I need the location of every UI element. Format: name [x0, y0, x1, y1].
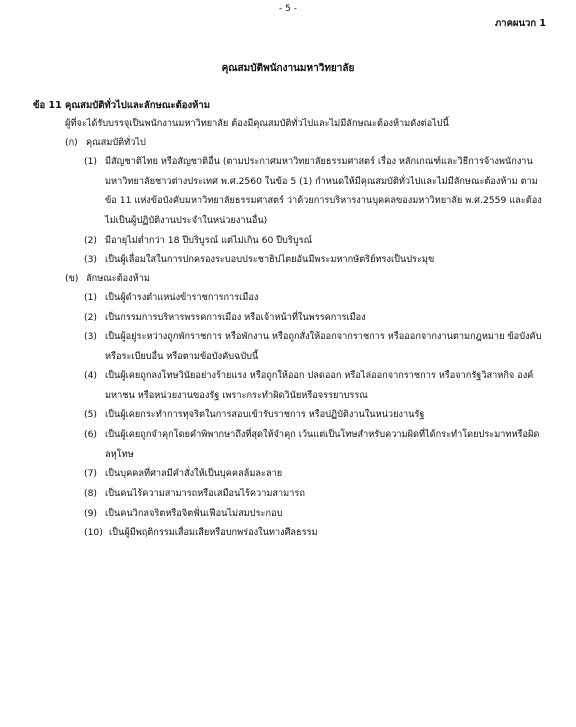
item-text: มีสัญชาติไทย หรือสัญชาติอื่น (ตามประกาศมหาวิทยาลัยธรรมศาสตร์ เรื่อง หลักเกณฑ์และวิธีการจ้างพนักงานมหาวิทยาลัยชาวต่างประเทศ พ.ศ.2560 ในข้อ 5 (1) กำหนดให้มีคุณสมบัติทั่วไปและไม่มีลักษณะต้องห้าม ตามข้อ 11 แห่งข้อบังคับมหาวิทยาลัยธรรมศาสตร์ ว่าด้วยการบริหารงานบุคคลของมหาวิทยาลัย พ.ศ.2559 และต้องไม่เป็นผู้ปฏิบัติงานประจำในหน่วยงานอื่น): [105, 156, 542, 226]
item-number: (8): [84, 488, 98, 499]
section-intro: ผู้ที่จะได้รับบรรจุเป็นพนักงานมหาวิทยาลัย ต้องมีคุณสมบัติทั่วไปและไม่มีลักษณะต้องห้ามดังต่อไปนี้: [65, 118, 449, 129]
group-heading-general: [65, 135, 146, 150]
appendix-label: ภาคผนวก 1: [494, 18, 546, 29]
item-text: มีอายุไม่ต่ำกว่า 18 ปีบริบูรณ์ แต่ไม่เกิน 60 ปีบริบูรณ์: [105, 235, 313, 246]
document-title: คุณสมบัติพนักงานมหาวิทยาลัย: [221, 63, 355, 74]
item-number: (2): [84, 312, 98, 323]
item-number: (4): [84, 370, 98, 381]
item-text: เป็นผู้มีพฤติกรรมเสื่อมเสียหรือบกพร่องในทางศีลธรรม: [109, 527, 318, 538]
item-number: (7): [84, 468, 98, 479]
group-heading-prohibited: [65, 271, 150, 286]
group-label: คุณสมบัติทั่วไป: [86, 137, 146, 148]
item-text: เป็นกรรมการบริหารพรรคการเมือง หรือเจ้าหน้าที่ในพรรคการเมือง: [105, 312, 366, 323]
item-number: (3): [84, 254, 98, 265]
item-number: (2): [84, 235, 98, 246]
item-number: (6): [84, 429, 98, 440]
item-text: เป็นผู้เลื่อมใสในการปกครองระบอบประชาธิปไตยอันมีพระมหากษัตริย์ทรงเป็นประมุข: [105, 254, 435, 265]
item-number: (1): [84, 156, 98, 167]
item-number: (1): [84, 292, 98, 303]
item-number: (5): [84, 409, 98, 420]
section-heading: คุณสมบัติทั่วไปและลักษณะต้องห้าม: [65, 100, 211, 111]
item-text: เป็นผู้เคยถูกจำคุกโดยคำพิพากษาถึงที่สุดให้จำคุก เว้นแต่เป็นโทษสำหรับความผิดที่ได้กระทำโดยประมาทหรือผิดลหุโทษ: [105, 429, 540, 460]
item-text: เป็นผู้เคยถูกลงโทษวินัยอย่างร้ายแรง หรือถูกให้ออก ปลดออก หรือไล่ออกจากราชการ หรือจากรัฐวิสาหกิจ องค์มหาชน หรือหน่วยงานของรัฐ เพราะกระทำผิดวินัยหรือจรรยาบรรณ: [105, 370, 534, 401]
group-marker: (ข): [65, 273, 79, 284]
group-marker: (ก): [65, 137, 78, 148]
group-label: ลักษณะต้องห้าม: [86, 273, 150, 284]
item-number: (10): [84, 527, 103, 538]
item-number: (3): [84, 331, 98, 342]
item-text: เป็นผู้อยู่ระหว่างถูกพักราชการ หรือพักงาน หรือถูกสั่งให้ออกจากราชการ หรือออกจากงานตามกฎหมาย ข้อบังคับ หรือระเบียบอื่น หรือตามข้อบังคับฉบับนี้: [105, 331, 542, 362]
item-text: เป็นผู้ดำรงตำแหน่งข้าราชการการเมือง: [105, 292, 259, 303]
item-text: เป็นผู้เคยกระทำการทุจริตในการสอบเข้ารับราชการ หรือปฏิบัติงานในหน่วยงานรัฐ: [105, 409, 425, 420]
item-text: เป็นคนวิกลจริตหรือจิตฟั่นเฟือนไม่สมประกอบ: [105, 508, 283, 519]
item-number: (9): [84, 508, 98, 519]
section-number: ข้อ 11: [33, 100, 62, 111]
page-number: - 5 -: [279, 4, 297, 14]
item-text: เป็นคนไร้ความสามารถหรือเสมือนไร้ความสามารถ: [105, 488, 305, 499]
item-text: เป็นบุคคลที่ศาลมีคำสั่งให้เป็นบุคคลล้มละลาย: [105, 468, 283, 479]
